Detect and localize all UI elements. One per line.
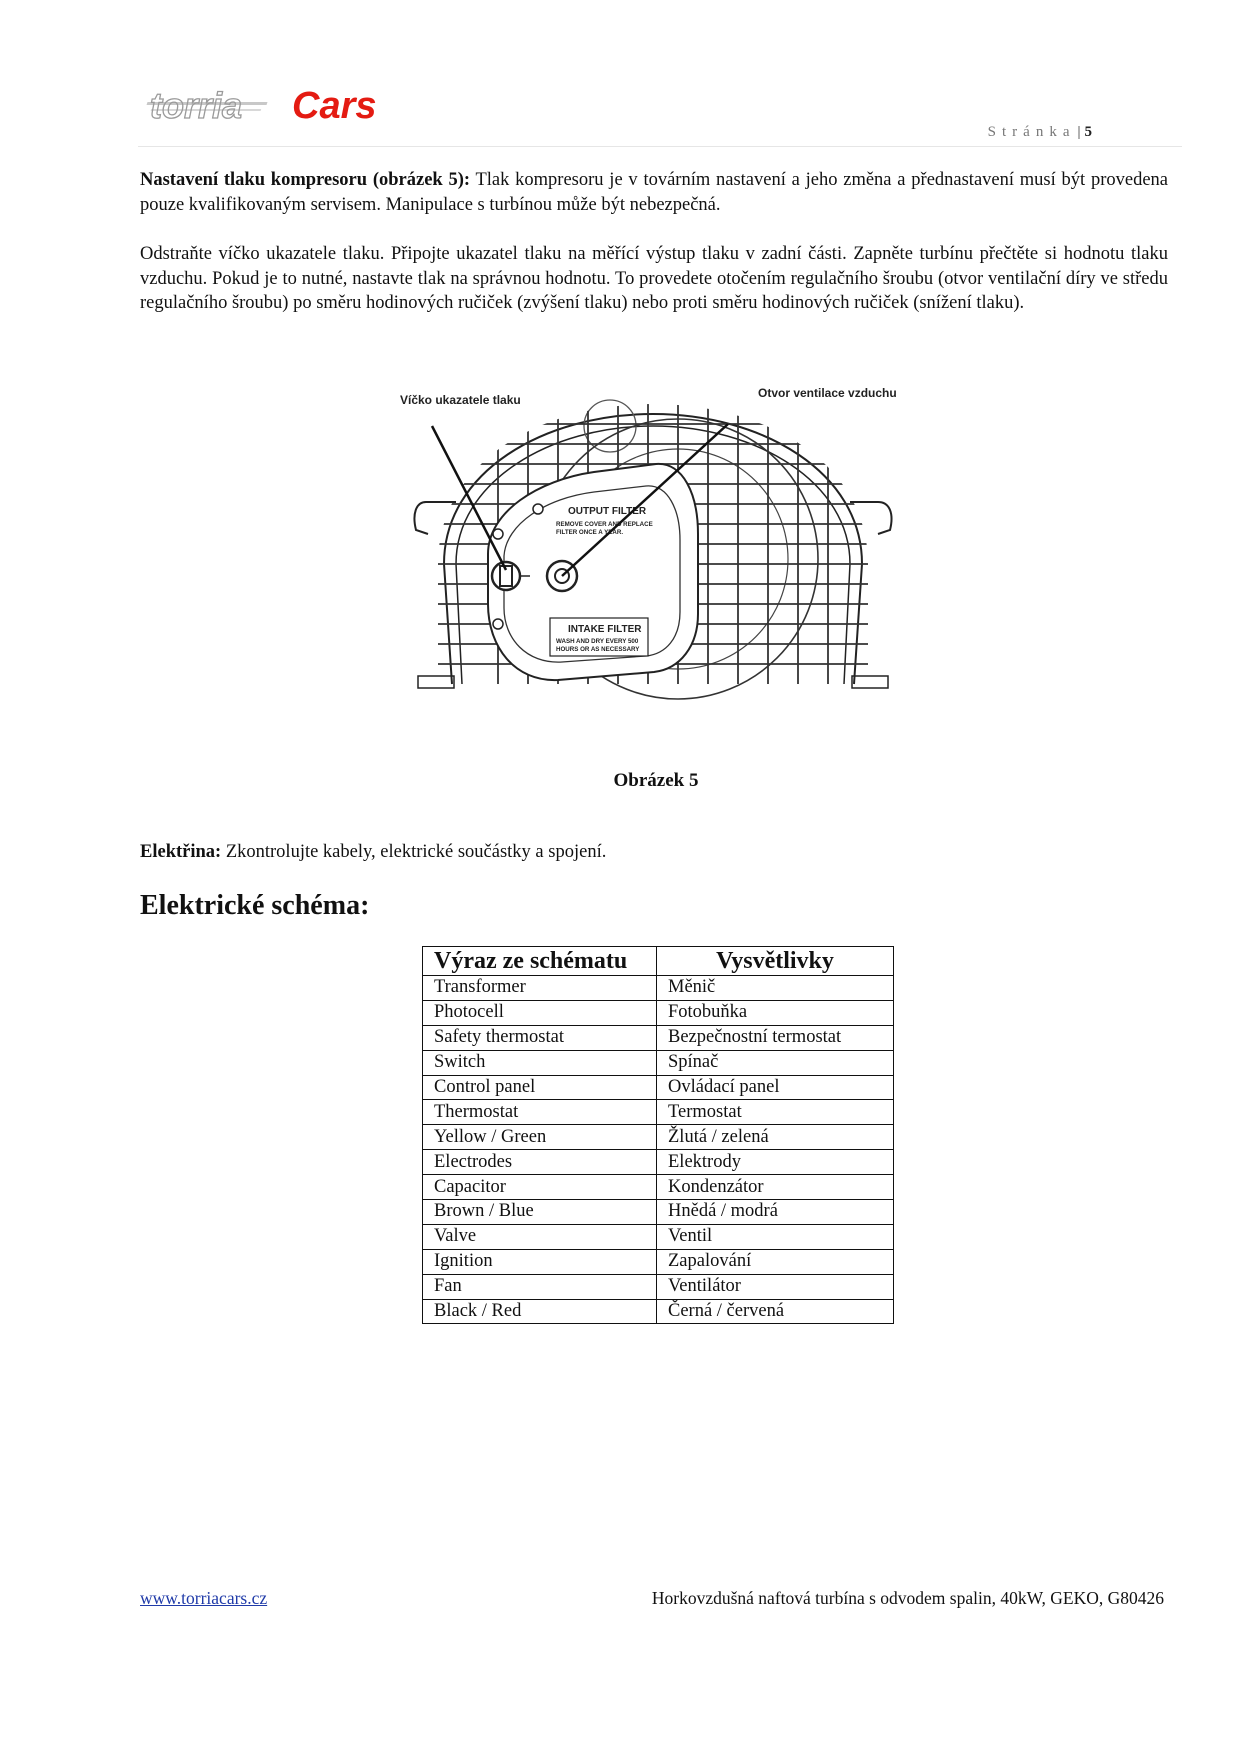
electricity-heading: Elektřina: [140, 842, 222, 862]
svg-text:INTAKE FILTER: INTAKE FILTER [568, 624, 642, 635]
table-row: Transformer Měnič [423, 976, 894, 1001]
product-description: Horkovzdušná naftová turbína s odvodem spalin, 40kW, GEKO, G80426 [651, 1588, 1164, 1608]
table-row: Fan Ventilátor [423, 1274, 894, 1299]
logo-torria-text: torria [150, 85, 243, 126]
pointer-line-cap [432, 426, 506, 570]
pressure-setting-heading: Nastavení tlaku kompresoru (obrázek 5): [140, 170, 471, 190]
website-link[interactable]: www.torriacars.cz [140, 1588, 268, 1608]
screw-icon [533, 504, 543, 514]
table-header-row [423, 947, 894, 976]
column-header-term: Výraz ze schématu [423, 947, 657, 976]
column-header-explanation: Vysvětlivky [657, 947, 894, 976]
svg-text:HOURS OR AS NECESSARY: HOURS OR AS NECESSARY [556, 646, 640, 653]
svg-text:FILTER ONCE A YEAR.: FILTER ONCE A YEAR. [556, 529, 624, 536]
foot-left [418, 676, 454, 688]
schema-legend-table [422, 946, 894, 1324]
pressure-instructions-paragraph: Odstraňte víčko ukazatele tlaku. Připojte ukazatel tlaku na měřící výstup tlaku v zadní části. Zapněte turbínu přečtěte si hodnotu tlaku vzduchu. Pokud je to nutné, nastavte tlak na správnou hodnotu. To provedete otočením regulačního šroubu (otvor ventilační díry ve středu regulačního šroubu) po směru hodinových ručiček (zvýšení tlaku) nebo proti směru hodinových ručiček (snížení tlaku). [140, 244, 1168, 313]
table-row: Safety thermostat Bezpečnostní termostat [423, 1025, 894, 1050]
intake-filter-label [556, 624, 642, 653]
table-row: Ignition Zapalování [423, 1249, 894, 1274]
torriacars-logo [140, 82, 460, 130]
label-air-vent: Otvor ventilace vzduchu [758, 386, 897, 400]
logo-cars-text: Cars [292, 85, 377, 127]
table-row: Valve Ventil [423, 1224, 894, 1249]
table-row: Brown / Blue Hnědá / modrá [423, 1200, 894, 1225]
table-row: Black / Red Černá / červená [423, 1299, 894, 1324]
table-row: Photocell Fotobuňka [423, 1000, 894, 1025]
label-pressure-cap: Víčko ukazatele tlaku [400, 393, 521, 407]
svg-text:REMOVE COVER AND REPLACE: REMOVE COVER AND REPLACE [556, 521, 653, 528]
schema-title: Elektrické schéma: [140, 890, 370, 921]
page-number: 5 [1084, 124, 1092, 140]
table-row: Capacitor Kondenzátor [423, 1175, 894, 1200]
screw-icon [493, 619, 503, 629]
electricity-paragraph: Elektřina: Zkontrolujte kabely, elektrické součástky a spojení. [140, 842, 607, 862]
compressor-figure [398, 384, 908, 744]
table-row: Electrodes Elektrody [423, 1150, 894, 1175]
page-number-label: Stránka | 5 [987, 124, 1092, 140]
svg-text:OUTPUT FILTER: OUTPUT FILTER [568, 506, 647, 517]
header-divider [138, 146, 1182, 147]
table-row: Thermostat Termostat [423, 1100, 894, 1125]
foot-right [852, 676, 888, 688]
figure-caption: Obrázek 5 [613, 770, 699, 791]
table-row: Control panel Ovládací panel [423, 1075, 894, 1100]
pressure-setting-paragraph: Nastavení tlaku kompresoru (obrázek 5): Tlak kompresoru je v továrním nastavení a jeho změna a přednastavení musí být provedena pouze kvalifikovaným servisem. Manipulace s turbínou může být nebezpečná. [140, 170, 1168, 215]
screw-icon [493, 529, 503, 539]
table-row: Switch Spínač [423, 1050, 894, 1075]
svg-text:WASH AND DRY EVERY 500: WASH AND DRY EVERY 500 [556, 638, 639, 645]
table-row: Yellow / Green Žlutá / zelená [423, 1125, 894, 1150]
